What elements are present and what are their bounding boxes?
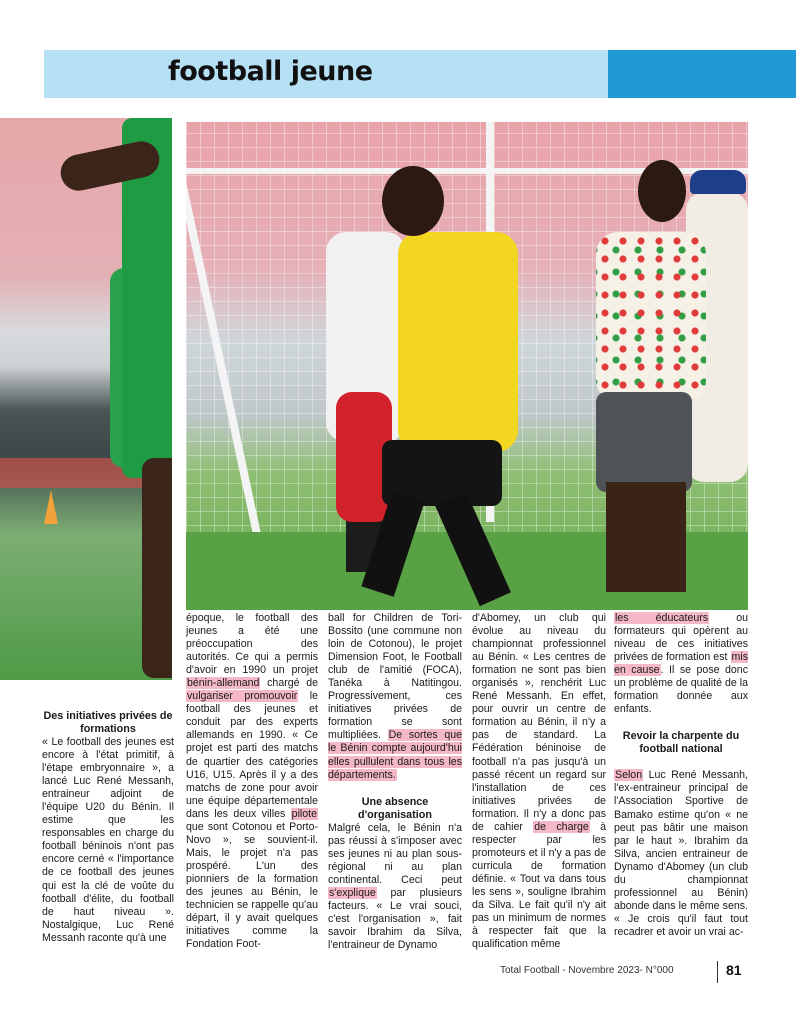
player-leg [142,458,172,678]
training-cone [44,490,58,524]
text-run: que sont Cotonou et Porto-Novo », se souvient-il. Mais, le projet n'a pas prospéré. L'un des pionniers de la formation des jeunes au Bénin, le technicien se rappelle qu'au départ, il y avait quelques initiatives comme la Fondation Foot- [186,820,318,951]
highlighted-text: de charge [534,820,589,833]
header-accent [608,50,796,98]
article-column-3 [328,612,462,952]
column-5-text-b [614,769,748,939]
man-shorts [596,392,692,492]
highlighted-text: mis en cause [614,651,748,677]
foreground-player [60,118,172,678]
magazine-footer: Total Football - Novembre 2023- N°000 [500,965,674,976]
article-column-2 [186,612,318,951]
text-run: par plusieurs facteurs. « Le vrai souci, c'est l'organisation », fait savoir Ibrahim da Silva, l'entraineur de Dynamo [328,886,462,952]
young-player-head [382,166,444,236]
subheading-initiatives: Des initiatives privées de formations [43,710,173,735]
highlighted-text: s'explique [329,886,376,899]
text-run: ball for Children de Tori-Bossito (une commune non loin de Cotonou), le projet Dimension Foot, le Football club de l'amitié (FOCA), Tanéka à Natitingou. Progressivement, ces initiatives privées de formation se sont multipliées. [328,612,462,742]
shirt-pattern [596,232,706,402]
text-run: à respecter par les promoteurs et il n'y a pas de curricula de formation définie. « Tout va dans tous les sens », souligne Ibrahim da Silva. Le fait qu'il n'y ait pas un minimum de normes à respecter fait que la qualification même [472,820,606,951]
article-column-5 [614,612,748,939]
highlighted-text: De sortes que le Bénin compte aujourd'hui elles pullulent dans tous les départements. [328,729,462,781]
text-run: le football des jeunes et conduit par des experts allemands en 1990. « Ce projet est parti des matchs de quartier des catégories U16, U15. Après il y a des matchs de zone pour avoir une équipe départementale dans les deux villes [186,690,318,820]
column-3-text-a [328,612,462,782]
man-head [638,160,686,222]
column-3-text-b [328,822,462,952]
blue-cap [690,170,746,194]
text-run: . Il se pose donc un problème de qualité de la formation donnée aux enfants. [614,664,748,716]
highlighted-text: Selon [615,769,643,782]
section-title: football jeune [168,56,373,87]
highlighted-text: bénin-allemand [187,677,260,690]
text-run: chargé de [260,677,318,690]
page-number: 81 [726,962,742,978]
subheading-charpente: Revoir la charpente du football national [622,730,740,756]
article-column-4 [472,612,606,951]
column-5-text-a [614,612,748,716]
main-photo [186,122,748,610]
text-run: époque, le football des jeunes a été une préoccupation des autorités. Ce qui a permis d'avoir en 1990 un projet [186,612,318,677]
text-run: Malgré cela, le Bénin n'a pas réussi à s'imposer avec ses jeunes ni au plan sous-régional ni au plan continental. Ceci peut [328,821,462,886]
highlighted-text: pilote [291,807,317,820]
highlighted-text: vulgariser promouvoir [187,690,298,703]
highlighted-text: les éducateurs [615,612,709,624]
column-1-text: « Le football des jeunes est encore à l'état primitif, à l'étape embryonnaire », a lancé Luc René Messanh, entraineur adjoint de l'équipe U20 du Bénin. Il estime que les responsables en charge du football béninois n'ont pas encore cerné « l'importance de ce football des jeunes qui est la clé de voûte du football d'élite, du football de haut niveau ». Nostalgique, Luc René Messanh raconte qu'à une [42,736,174,944]
text-run: d'Abomey, un club qui évolue au niveau du championnat professionnel au Bénin. « Les centres de formation ne sont pas bien organisés », renchérit Luc René Messanh. En effet, pour ouvrir un centre de formation au Bénin, il n'y a pas de standard. La Fédération béninoise de football n'a pas jusqu'à un passé récent un regard sur l'installation de ces initiatives privées de formation. Il n'y a donc pas de cahier [472,612,606,833]
column-2-text [186,612,318,951]
text-run: Luc René Messanh, l'ex-entraineur principal de l'Association Sportive de Bamako estime qu'on « ne peut pas bâtir une maison par le haut ». Ibrahim da Silva, ancien entraineur de Dynamo d'Abomey (un club du championnat professionnel au Bénin) abonde dans le même sens. « Je crois qu'il faut tout recadrer et avoir un vrai ac- [614,769,748,938]
footer-separator [717,961,718,983]
man-legs [606,482,686,592]
left-photo [0,118,172,680]
subheading-absence: Une absence d'organisation [358,795,432,821]
article-column-1 [42,710,174,945]
text-run: ou formateurs qui opèrent au niveau de ces initiatives privées de formation est [614,612,749,664]
column-4-text [472,612,606,951]
young-player-shirt [398,232,518,452]
